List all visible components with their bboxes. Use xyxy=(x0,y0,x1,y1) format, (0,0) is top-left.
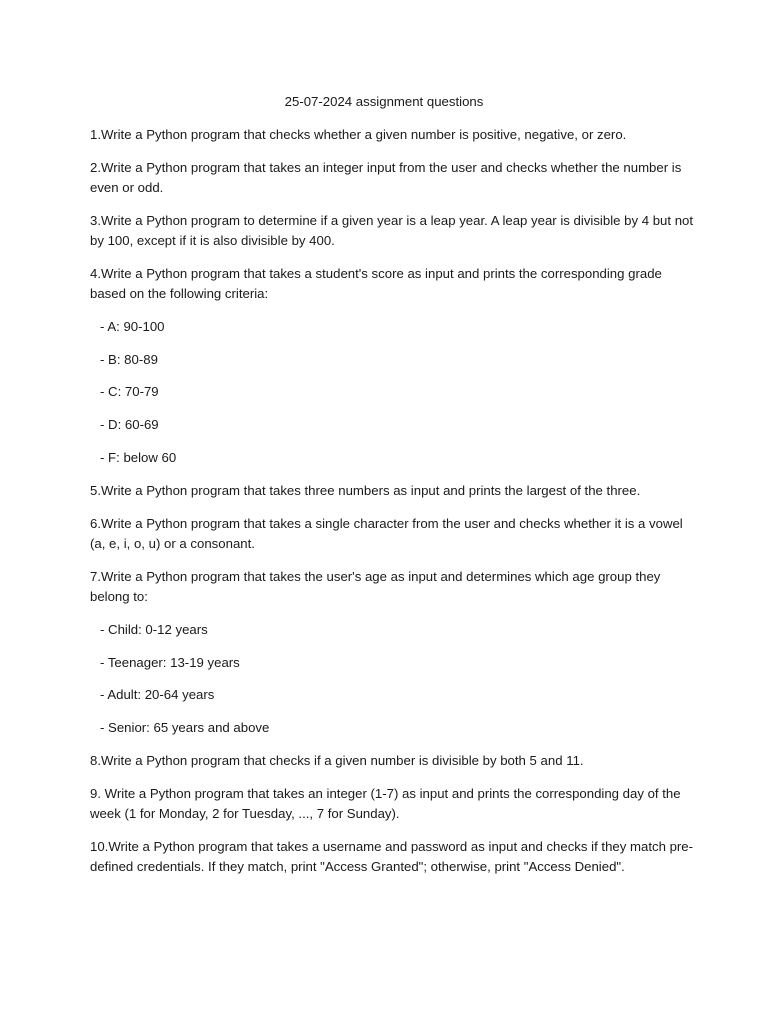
question-6-line-2: (a, e, i, o, u) or a consonant. xyxy=(90,536,255,551)
question-3-line-2: by 100, except if it is also divisible by 400. xyxy=(90,233,335,248)
question-2-line-1: 2.Write a Python program that takes an integer input from the user and checks whether the number is xyxy=(90,160,682,175)
grade-criteria-item-f: - F: below 60 xyxy=(100,450,177,465)
question-3-line-1: 3.Write a Python program to determine if a given year is a leap year. A leap year is divisible by 4 but not xyxy=(90,213,694,228)
question-5-line-1: 5.Write a Python program that takes three numbers as input and prints the largest of the three. xyxy=(90,483,641,498)
question-8-line-1: 8.Write a Python program that checks if a given number is divisible by both 5 and 11. xyxy=(90,753,584,768)
grade-criteria-item-a: - A: 90-100 xyxy=(100,319,165,334)
age-group-item-child: - Child: 0-12 years xyxy=(100,622,208,637)
question-10-line-2: defined credentials. If they match, print "Access Granted"; otherwise, print "Access Denied". xyxy=(90,859,625,874)
question-7-line-2: belong to: xyxy=(90,589,148,604)
question-9-line-2: week (1 for Monday, 2 for Tuesday, ..., 7 for Sunday). xyxy=(90,806,400,821)
question-4-line-1: 4.Write a Python program that takes a student's score as input and prints the corresponding grade xyxy=(90,266,662,281)
question-6-line-1: 6.Write a Python program that takes a single character from the user and checks whether it is a vowel xyxy=(90,516,683,531)
grade-criteria-item-d: - D: 60-69 xyxy=(100,417,159,432)
age-group-item-teenager: - Teenager: 13-19 years xyxy=(100,655,240,670)
question-10-line-1: 10.Write a Python program that takes a username and password as input and checks if they match pre- xyxy=(90,839,694,854)
question-2-line-2: even or odd. xyxy=(90,180,164,195)
question-7-line-1: 7.Write a Python program that takes the user's age as input and determines which age group they xyxy=(90,569,661,584)
question-4-line-2: based on the following criteria: xyxy=(90,286,269,301)
age-group-item-senior: - Senior: 65 years and above xyxy=(100,720,270,735)
question-1-line-1: 1.Write a Python program that checks whether a given number is positive, negative, or zero. xyxy=(90,127,627,142)
document-title: 25-07-2024 assignment questions xyxy=(284,94,484,109)
question-9-line-1: 9. Write a Python program that takes an integer (1-7) as input and prints the corresponding day of the xyxy=(90,786,681,801)
age-group-item-adult: - Adult: 20-64 years xyxy=(100,687,215,702)
grade-criteria-item-c: - C: 70-79 xyxy=(100,384,159,399)
grade-criteria-item-b: - B: 80-89 xyxy=(100,352,158,367)
